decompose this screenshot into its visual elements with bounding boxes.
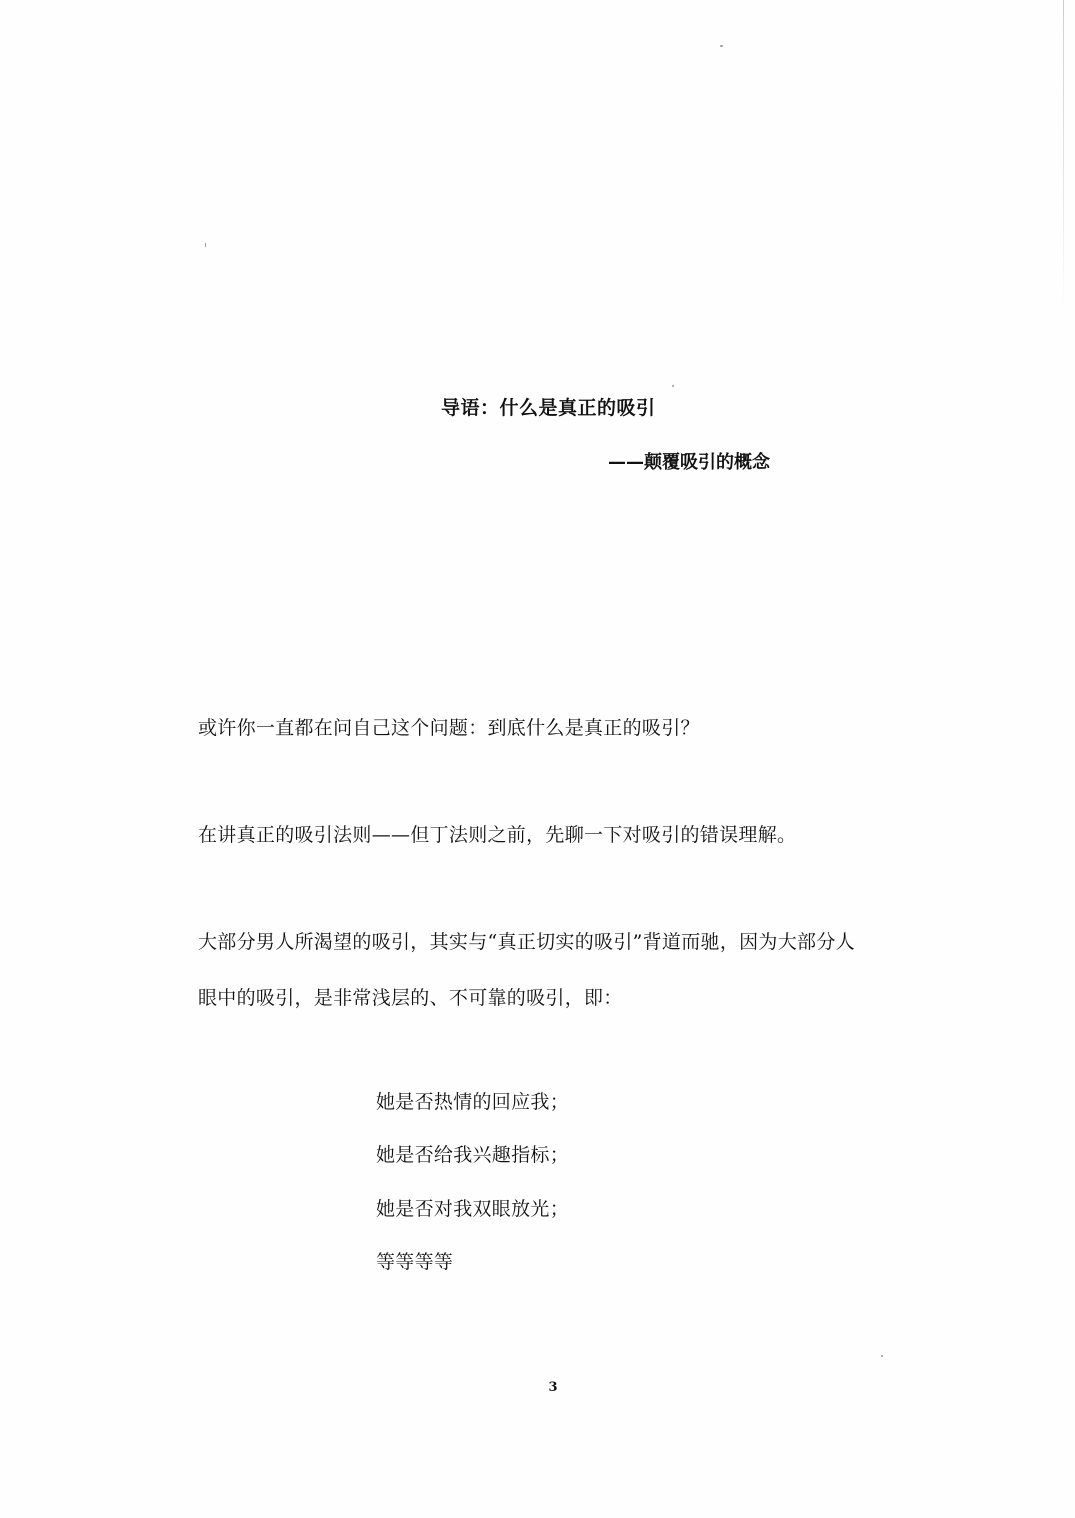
scan-speck [881,1355,883,1357]
list-item: 等等等等 [376,1251,454,1273]
scan-speck [205,243,206,247]
scan-speck [720,45,723,47]
page-title: 导语：什么是真正的吸引 [441,397,656,419]
paragraph: 大部分男人所渴望的吸引，其实与“真正切实的吸引”背道而驰，因为大部分人 [198,931,855,953]
page-subtitle: ——颠覆吸引的概念 [608,452,770,473]
list-item: 她是否热情的回应我； [376,1091,570,1113]
page-number: 3 [548,1380,558,1395]
paragraph: 眼中的吸引，是非常浅层的、不可靠的吸引，即： [198,987,623,1009]
scan-speck [672,385,674,387]
paragraph: 或许你一直都在问自己这个问题：到底什么是真正的吸引？ [198,717,700,739]
list-item: 她是否给我兴趣指标； [376,1144,570,1166]
scan-edge-line [1063,0,1064,310]
list-item: 她是否对我双眼放光； [376,1198,570,1220]
paragraph: 在讲真正的吸引法则——但丁法则之前，先聊一下对吸引的错误理解。 [198,824,797,846]
